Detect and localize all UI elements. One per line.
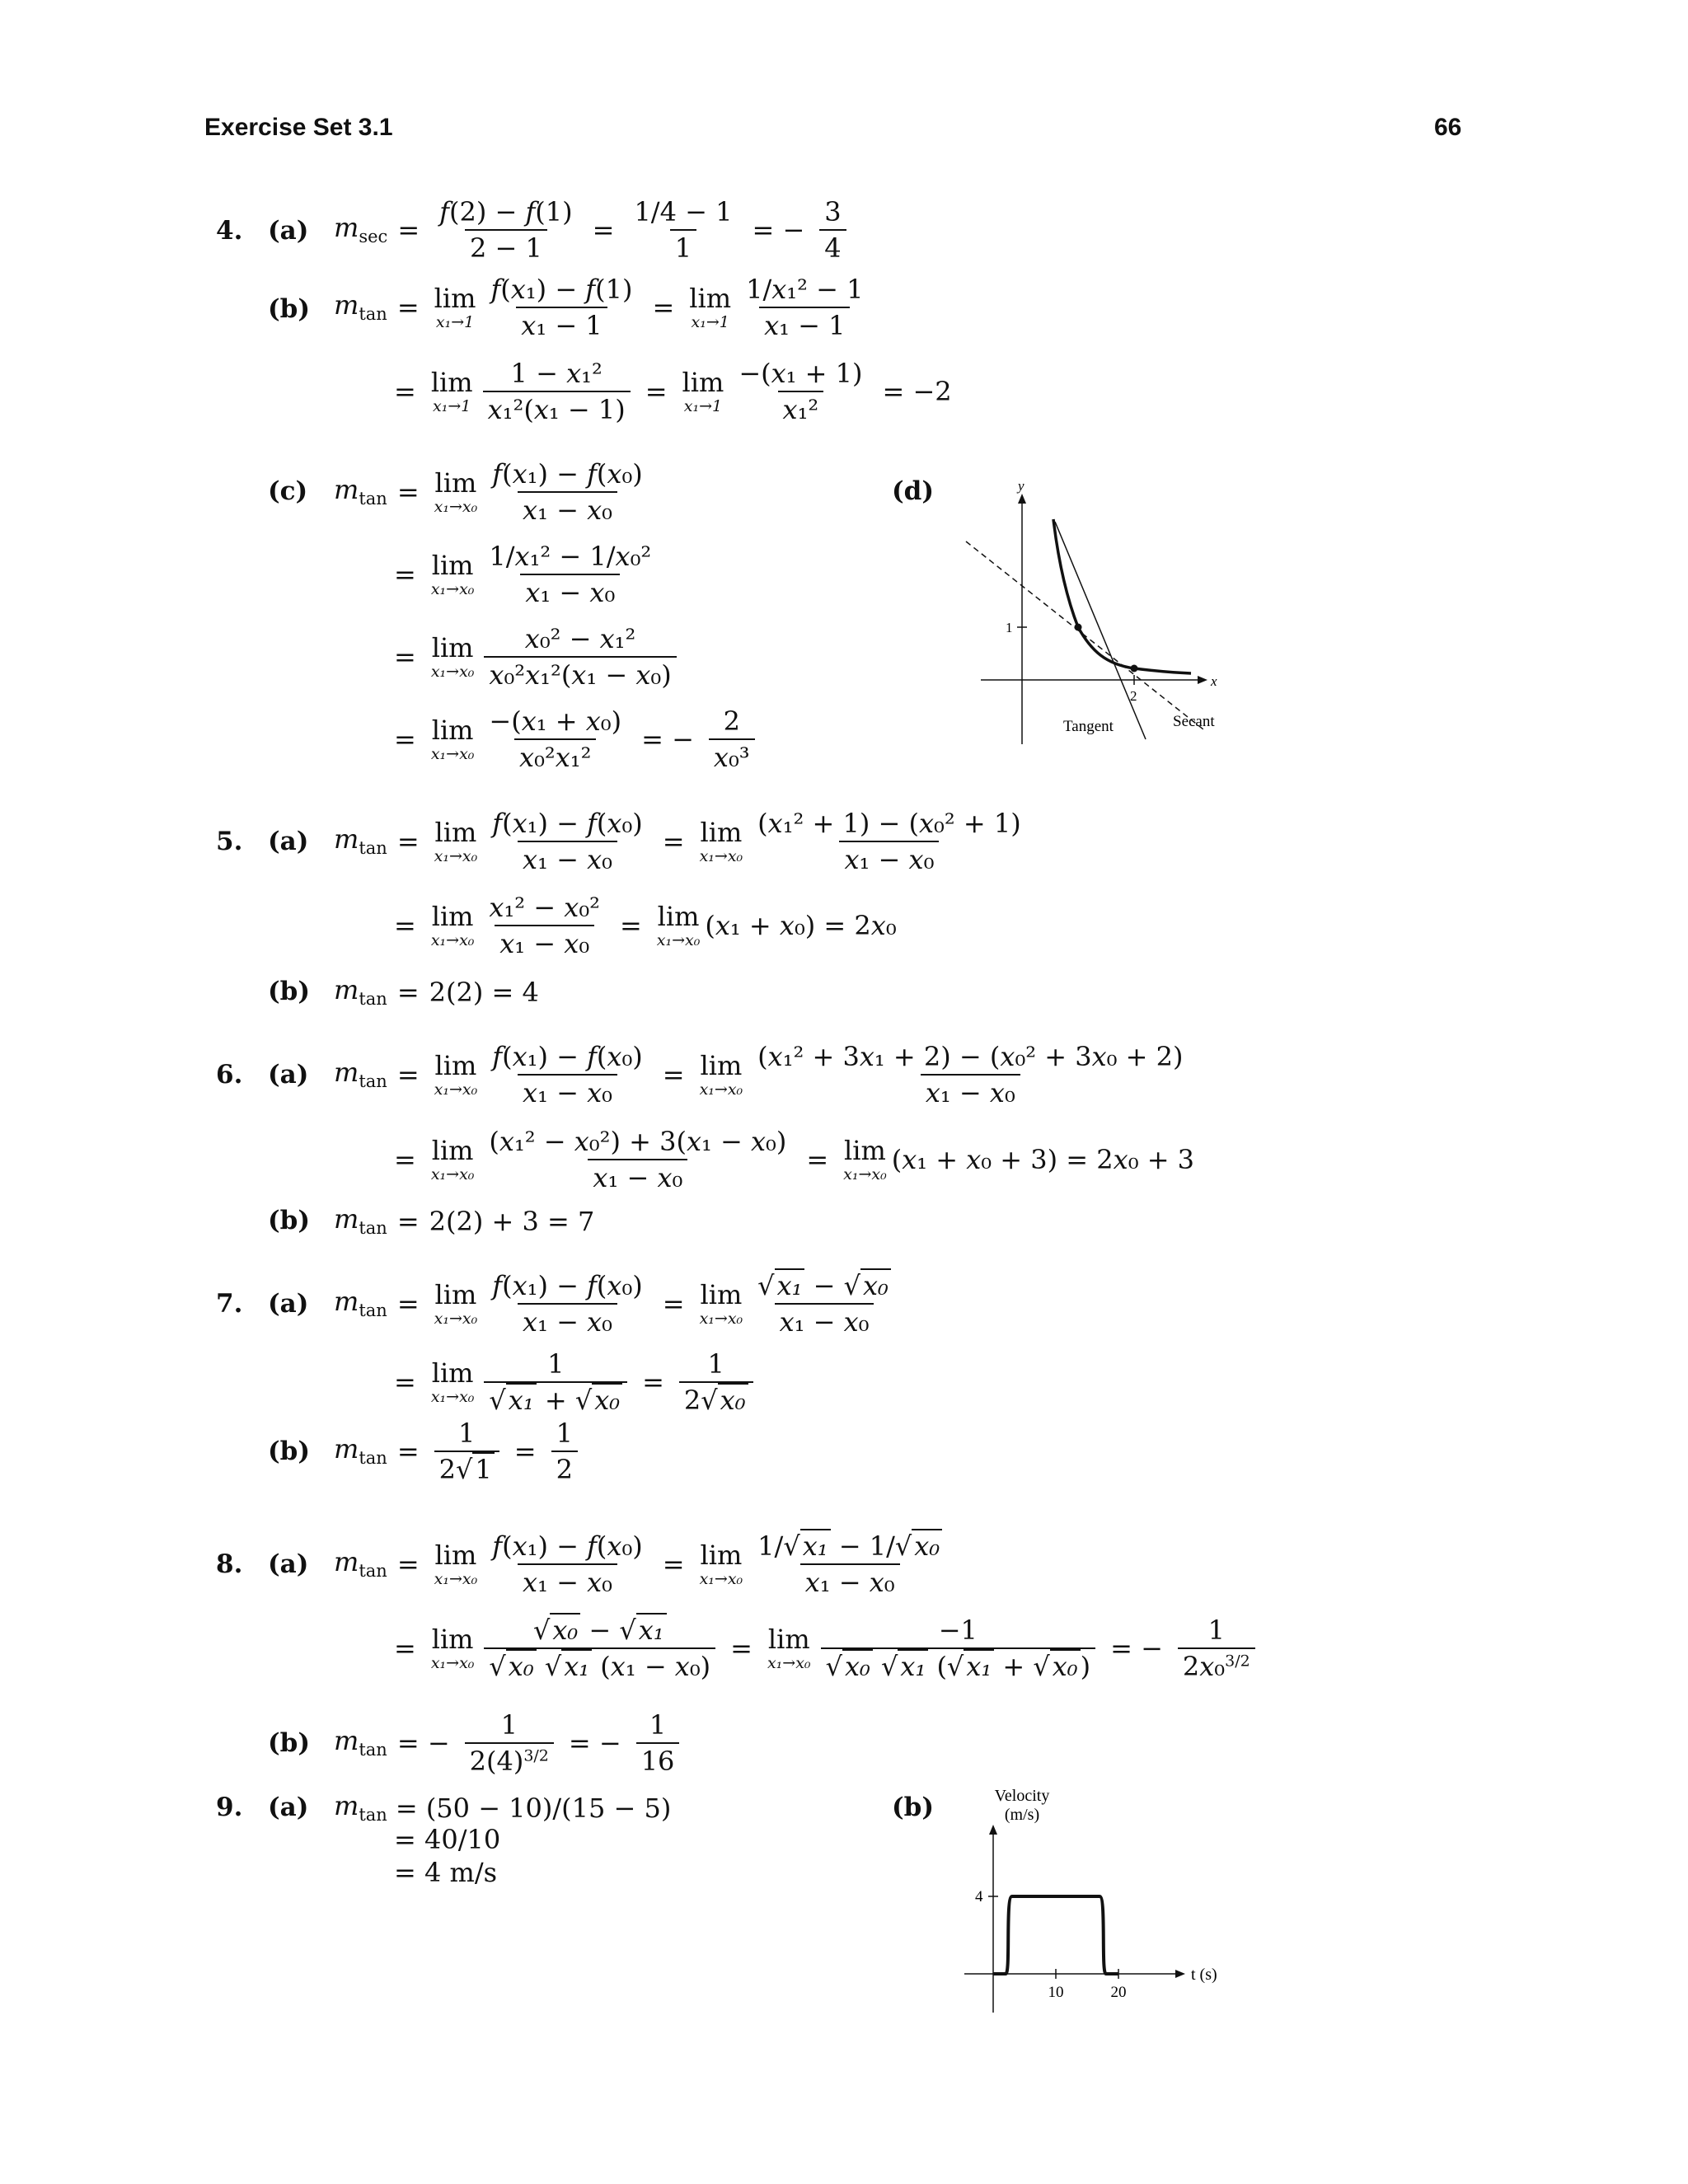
part-6a: (a) <box>268 1060 309 1090</box>
velocity-curve <box>993 1896 1118 1974</box>
problem-number-5: 5. <box>216 827 243 856</box>
part-7b: (b) <box>268 1436 311 1466</box>
part-5b: (b) <box>268 977 311 1006</box>
eq-6a-line1: $m_{tan}$ = lim x₁→x₀ $\frac{\text{f(x₁) − f(x₀)}}{\text{x₁ − x₀}}$ = lim x₁→x₀ (x₁² + 3x₁ + 2) − (x₀² + 3x₀ + 2) x₁ − x₀ <box>334 1041 1184 1108</box>
eq-9a-line1: $m_{tan}$ = (50 − 10)/(15 − 5) <box>334 1790 672 1825</box>
v-tick-label: 4 <box>975 1888 983 1905</box>
problem-number-9: 9. <box>216 1793 243 1822</box>
problem-number-8: 8. <box>216 1549 243 1579</box>
y-tick-label: 1 <box>1006 620 1013 635</box>
y-axis-arrow <box>1018 494 1026 504</box>
eq-7a-line1: $m_{tan}$ = lim x₁→x₀ $\frac{\text{f(x₁) − f(x₀)}}{\text{x₁ − x₀}}$ = lim x₁→x₀ √x₁ − √x₀ x₁ − x₀ <box>334 1267 901 1341</box>
y-axis-label: y <box>1018 482 1025 494</box>
velocity-label-line2: (m/s) <box>1004 1806 1040 1824</box>
point-tangency <box>1075 624 1082 631</box>
eq-8a-line2: = lim x₁→x₀ $\frac{\text{√x₀ − √x₁}}{\text{√x₀ √x₁ (x₁ − x₀)}}$ = lim x₁→x₀ $\frac{-1}{\text{√x₀ √x₁ (√x₁ + √x₀)}}$ = − $\frac{1}{2x_0^{3/2}}$ <box>394 1611 1260 1685</box>
eq-4a: $m_{sec}$ = $\frac{f(2) - f(1)}{2 - 1}$ = $\frac{1/4 - 1}{1}$ = − $\frac{3}{4}$ <box>334 193 851 267</box>
eq-6b: $m_{tan}$ = 2(2) + 3 = 7 <box>334 1203 595 1238</box>
eq-5a-line1: $m_{tan}$ = lim x₁→x₀ $\frac{\text{f(x₁) − f(x₀)}}{\text{x₁ − x₀}}$ = lim x₁→x₀ (x₁² + 1) − (x₀² + 1) x₁ − x₀ <box>334 808 1021 875</box>
problem-number-7: 7. <box>216 1289 243 1319</box>
eq-5b: $m_{tan}$ = 2(2) = 4 <box>334 974 539 1009</box>
eq-4b-line2: = lim x₁→1 $\frac{\text{1 − x₁²}}{\text{x₁²(x₁ − 1)}}$ = lim x₁→1 $\frac{\text{−(x₁ + 1)}}{\text{x₁²}}$ = −2 <box>394 358 952 425</box>
eq-4c-line2: = lim x₁→x₀ 1/x₁² − 1/x₀² x₁ − x₀ <box>394 541 652 608</box>
eq-7a-line2: = lim x₁→x₀ $\frac{1}{\text{√x₁ + √x₀}}$ = $\frac{1}{\text{2√x₀}}$ <box>394 1345 758 1419</box>
problem-number-6: 6. <box>216 1060 243 1090</box>
section-title: Exercise Set 3.1 <box>204 114 393 141</box>
eq-5a-line2: = lim x₁→x₀ $\frac{\text{x₁² − x₀²}}{\text{x₁ − x₀}}$ = lim x₁→x₀ (x₁ + x₀) = 2x₀ <box>394 892 897 959</box>
eq-4b-line1: $m_{tan}$ = lim x₁→1 $\frac{\text{f(x₁) − f(1)}}{\text{x₁ − 1}}$ = lim x₁→1 1/x₁² − 1 x₁ − 1 <box>334 274 864 341</box>
secant-label: Secant <box>1173 713 1215 730</box>
problem-number-4: 4. <box>216 216 243 246</box>
part-4c: (c) <box>268 476 308 506</box>
t-tick-label-10: 10 <box>1048 1984 1064 2001</box>
page-number: 66 <box>1434 114 1462 141</box>
part-4a: (a) <box>268 216 309 246</box>
eq-6a-line2: = lim x₁→x₀ $\frac{\text{(x₁² − x₀²) + 3(x₁ − x₀)}}{\text{x₁ − x₀}}$ = lim x₁→x₀ (x₁ + x₀ + 3) = 2x₀ + 3 <box>394 1126 1195 1193</box>
eq-9a-line3: = 4 m/s <box>394 1857 498 1888</box>
eq-9a-text1: = (50 − 10)/(15 − 5) <box>395 1793 672 1824</box>
eq-7b: $m_{tan}$ = $\frac{1}{2√1}$ = $\frac{1}{2}$ <box>334 1414 583 1488</box>
part-4b: (b) <box>268 294 311 324</box>
eq-9a-line2: = 40/10 <box>394 1824 501 1855</box>
eq-4c-line4: = lim x₁→x₀ $\frac{\text{−(x₁ + x₀)}}{\text{x₀²x₁²}}$ = − $\frac{2}{\text{x₀³}}$ <box>394 702 760 776</box>
curve <box>1053 519 1191 673</box>
part-4d: (d) <box>892 476 935 506</box>
eq-4c-line3: = lim x₁→x₀ x₀² − x₁² x₀²x₁²(x₁ − x₀) <box>394 620 682 694</box>
part-5a: (a) <box>268 827 309 856</box>
x-axis-arrow <box>1198 676 1207 684</box>
tangent-line <box>1055 522 1146 739</box>
velocity-chart <box>940 1780 1245 2027</box>
velocity-label-line1: Velocity <box>994 1787 1050 1805</box>
t-tick-label-20: 20 <box>1110 1984 1127 2001</box>
x-tick-label: 2 <box>1130 688 1137 704</box>
part-8a: (a) <box>268 1549 309 1579</box>
v-axis-arrow <box>989 1825 997 1835</box>
part-9a: (a) <box>268 1793 309 1822</box>
point-secant <box>1131 665 1138 673</box>
tangent-secant-figure <box>956 482 1236 754</box>
eq-8a-line1: $m_{tan}$ = lim x₁→x₀ $\frac{\text{f(x₁) − f(x₀)}}{\text{x₁ − x₀}}$ = lim x₁→x₀ 1/√x₁ − 1/√x₀ x₁ − x₀ <box>334 1527 952 1601</box>
eq-8b: $m_{tan}$ = − $\frac{1}{2(4)^{3/2}}$ = − $\frac{1}{16}$ <box>334 1706 684 1780</box>
part-6b: (b) <box>268 1206 311 1235</box>
part-8b: (b) <box>268 1728 311 1758</box>
t-axis-arrow <box>1175 1970 1185 1978</box>
x-axis-label: x <box>1211 673 1217 689</box>
tangent-label: Tangent <box>1063 718 1114 735</box>
t-axis-label: t (s) <box>1191 1966 1217 1984</box>
part-9b: (b) <box>892 1793 935 1822</box>
part-7a: (a) <box>268 1289 309 1319</box>
eq-4c-line1: $m_{tan}$ = lim x₁→x₀ f(x₁) − f(x₀) x₁ − x₀ <box>334 458 643 526</box>
